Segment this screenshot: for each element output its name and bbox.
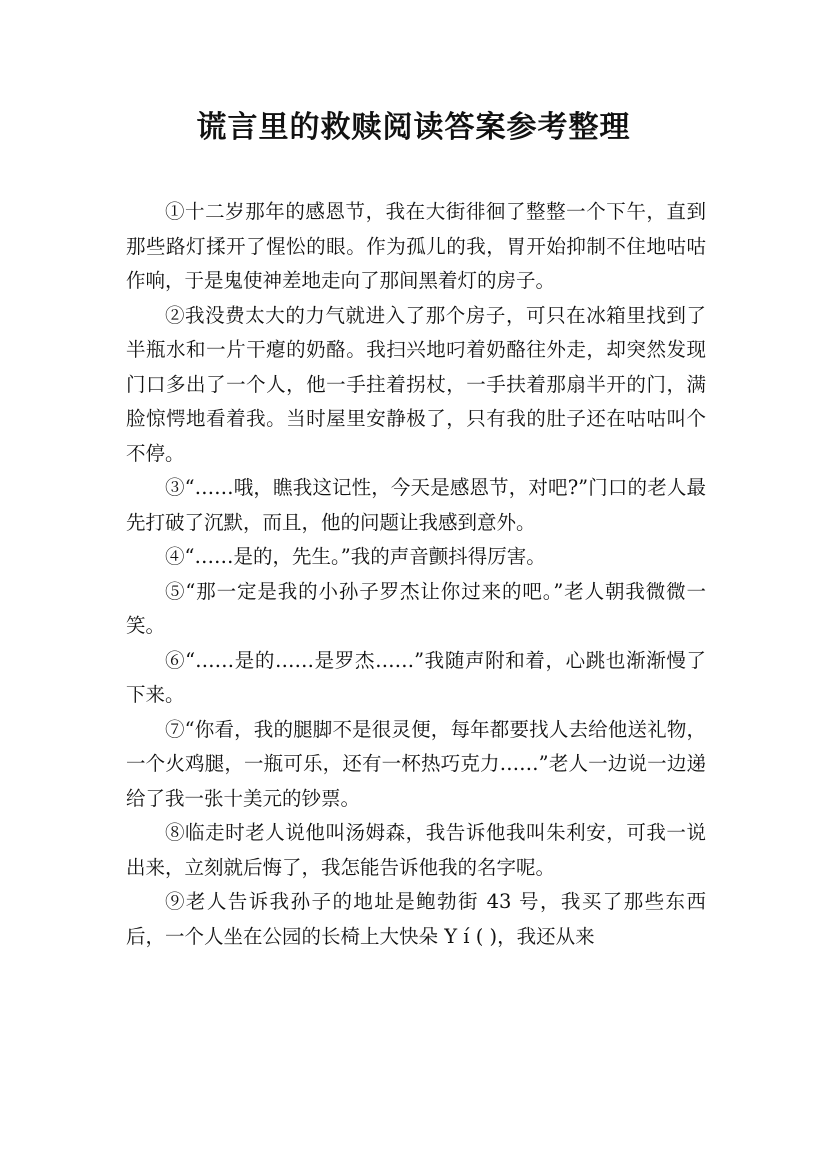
paragraph-7: ⑦“你看，我的腿脚不是很灵便，每年都要找人去给他送礼物，一个火鸡腿，一瓶可乐，还有一杯热巧克力……”老人一边说一边递给了我一张十美元的钞票。	[126, 717, 706, 810]
paragraph-6: ⑥“……是的……是罗杰……”我随声附和着，心跳也渐渐慢了下来。	[126, 648, 706, 706]
document-title: 谎言里的救赎阅读答案参考整理	[196, 110, 631, 145]
paragraph-5: ⑤“那一定是我的小孙子罗杰让你过来的吧。”老人朝我微微一笑。	[126, 579, 706, 637]
paragraph-8: ⑧临走时老人说他叫汤姆森，我告诉他我叫朱利安，可我一说出来，立刻就后悔了，我怎能告诉他我的名字呢。	[126, 821, 706, 879]
document-body	[126, 195, 706, 954]
paragraph-3: ③“……哦，瞧我这记性，今天是感恩节，对吧?”门口的老人最先打破了沉默，而且，他的问题让我感到意外。	[126, 476, 706, 534]
paragraph-2: ②我没费太大的力气就进入了那个房子，可只在冰箱里找到了半瓶水和一片干瘪的奶酪。我扫兴地叼着奶酪往外走，却突然发现门口多出了一个人，他一手拄着拐杖，一手扶着那扇半开的门，满脸惊愕地看着我。当时屋里安静极了，只有我的肚子还在咕咕叫个不停。	[126, 303, 706, 465]
paragraph-9: ⑨老人告诉我孙子的地址是鲍勃街 43 号，我买了那些东西后，一个人坐在公园的长椅上大快朵 Y í ( )，我还从来	[126, 890, 706, 948]
paragraph-1: ①十二岁那年的感恩节，我在大街徘徊了整整一个下午，直到那些路灯揉开了惺忪的眼。作为孤儿的我，胃开始抑制不住地咕咕作响，于是鬼使神差地走向了那间黑着灯的房子。	[126, 200, 706, 292]
paragraph-4: ④“……是的，先生。”我的声音颤抖得厉害。	[165, 545, 546, 568]
